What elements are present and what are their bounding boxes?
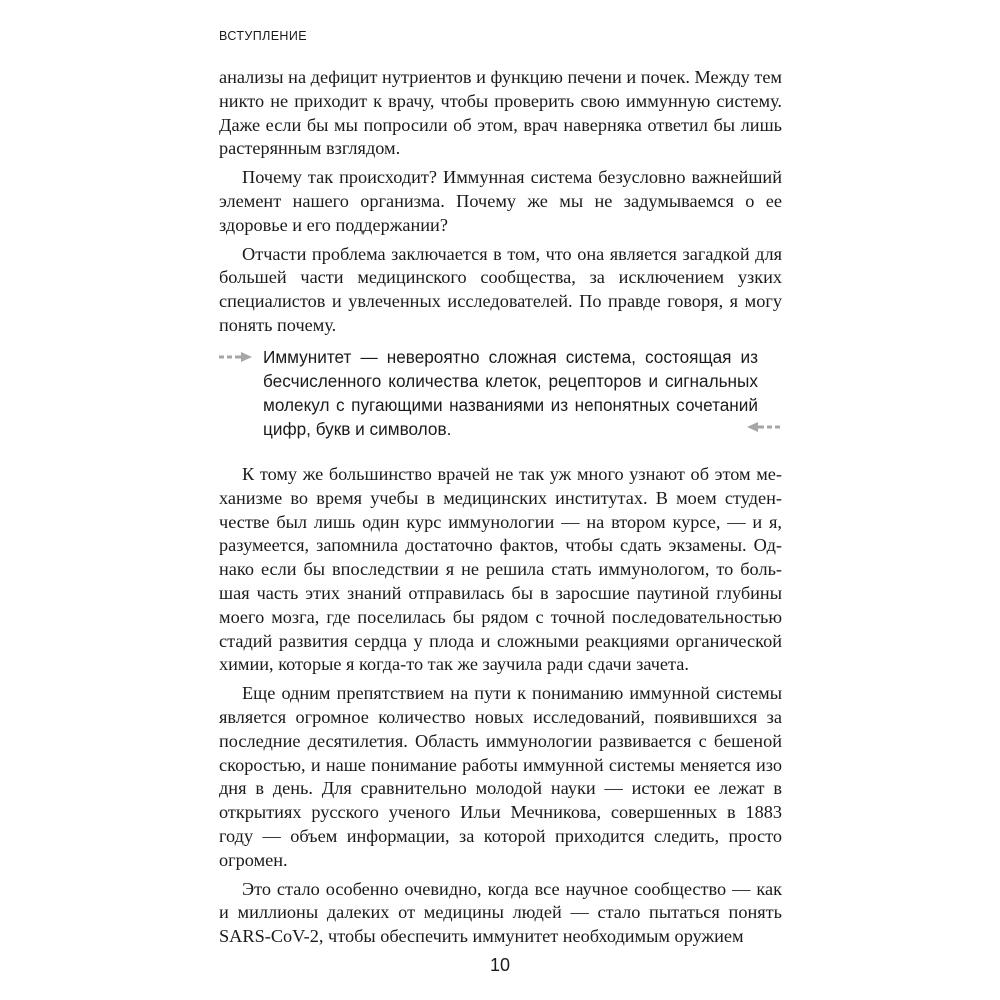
paragraph: К тому же большинство врачей не так уж много узнают об этом механизме во время учебы в медицинских институтах. В моем студенчестве был лишь один курс иммунологии — на втором курсе, — и я, разумеется, запомнила достаточно фактов, чтобы сдать экзамены. Однако если бы впоследствии я не решила стать иммунологом, то большая часть этих знаний отправилась бы в заросшие паутиной глубины моего мозга, где поселилась бы рядом с точной последовательностью стадий развития сердца у плода и сложными реакциями органической химии, которые я когда-то так же заучила ради сдачи зачета.: [219, 464, 782, 675]
paragraph: Отчасти проблема заключается в том, что она является загадкой для большей части медицинского сообщества, за исключением узких специалистов и увлеченных исследователей. По правде говоря, я могу понять почему.: [219, 243, 782, 335]
pullquote-text: Иммунитет — невероятно сложная система, состоящая из бесчисленного количества клеток, рецепторов и сигнальных молекул с пугающими названиями из непонятных сочетаний цифр, букв и символов.: [263, 347, 758, 439]
paragraph: Почему так происходит? Иммунная система безусловно важнейший элемент нашего организма. Почему же мы не задумываемся о ее здоровье и его поддержании?: [219, 167, 782, 235]
paragraph: анализы на дефицит нутриентов и функцию печени и почек. Между тем никто не приходит к врачу, чтобы проверить свою иммунную систему. Даже если бы мы попросили об этом, врач наверняка ответил бы лишь растерянным взглядом.: [219, 67, 782, 159]
pullquote: [219, 345, 782, 440]
paragraph: Это стало особенно очевидно, когда все научное сообщество — как и миллионы далеких от медицины людей — стало пытаться понять SARS-CoV-2, чтобы обеспечить иммунитет необходимым оружием: [219, 878, 782, 947]
running-head: ВСТУПЛЕНИЕ: [219, 29, 307, 43]
arrow-left-dashed-icon: [746, 422, 780, 432]
body-text-top: [219, 66, 782, 343]
arrow-right-dashed-icon: [219, 352, 253, 362]
body-text-bottom: [219, 463, 782, 954]
paragraph: Еще одним препятствием на пути к пониманию иммунной системы является огромное количество новых исследований, появившихся за последние десятилетия. Область иммунологии развивается с бешеной скоростью, и наше понимание работы иммунной системы меняется изо дня в день. Для сравнительно молодой науки — истоки ее лежат в открытиях русского ученого Ильи Мечникова, совершенных в 1883 году — объем информации, за которой приходится следить, просто огромен.: [219, 683, 782, 870]
page-number: 10: [489, 955, 511, 975]
